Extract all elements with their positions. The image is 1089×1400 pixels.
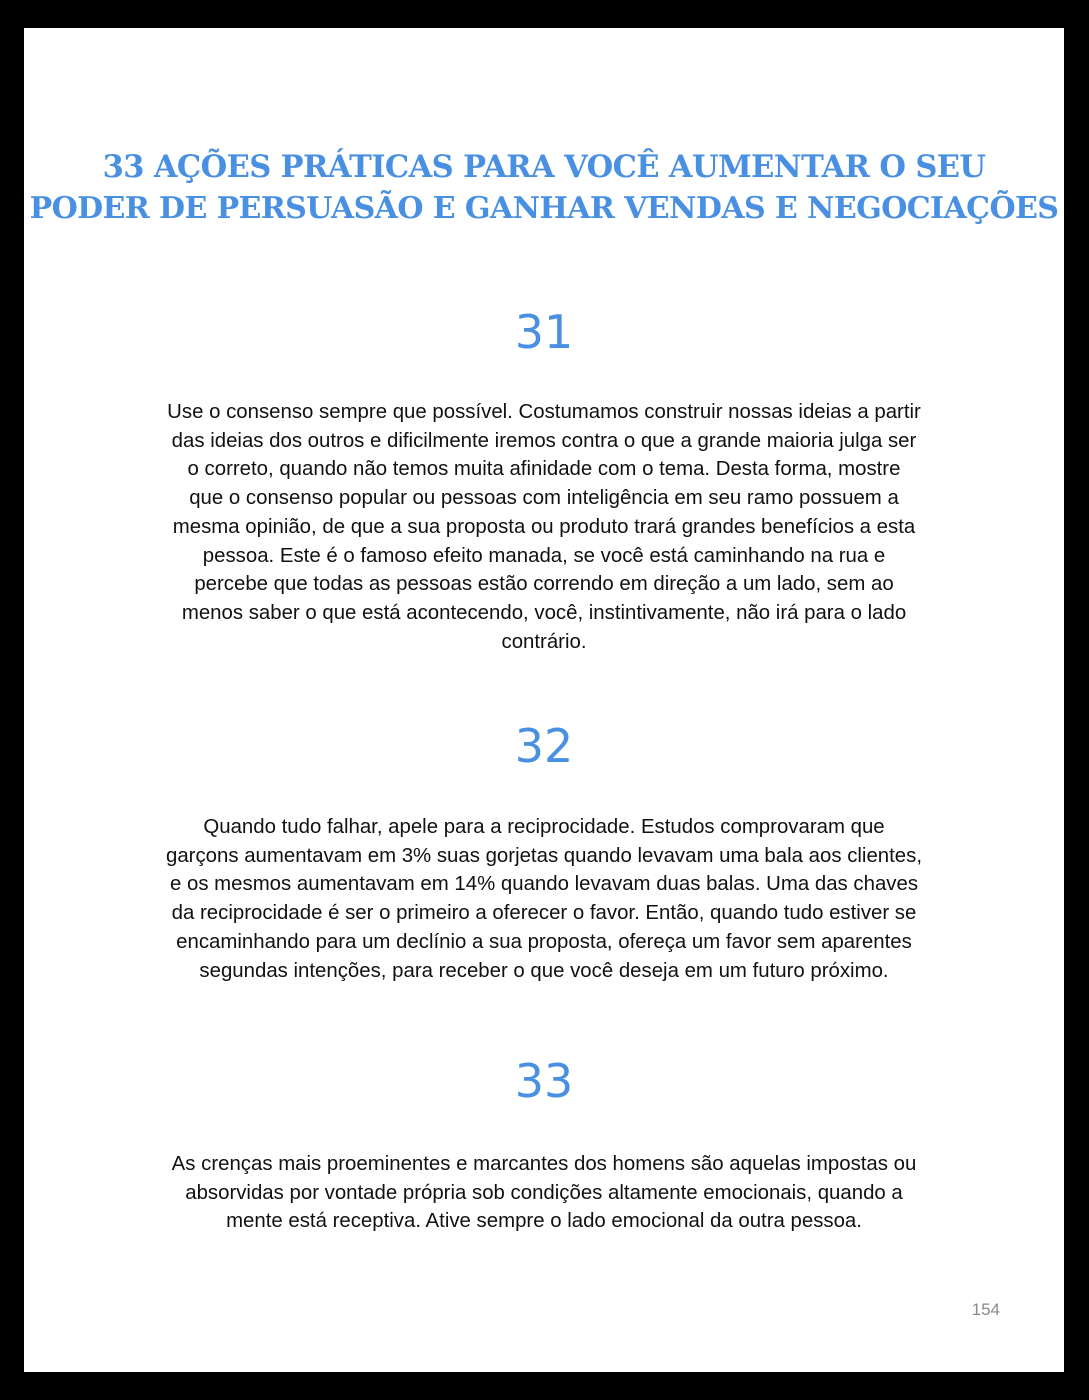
- section-paragraph: [134, 813, 954, 985]
- page: [24, 28, 1064, 1372]
- title-line: 33 AÇÕES PRÁTICAS PARA VOCÊ AUMENTAR O SEU: [102, 149, 986, 185]
- paragraph-line: pessoa. Este é o famoso efeito manada, se você está caminhando na rua e: [202, 544, 886, 567]
- paragraph-line: As crenças mais proeminentes e marcantes dos homens são aquelas impostas ou: [171, 1153, 917, 1175]
- paragraph-line: absorvidas por vontade própria sob condições altamente emocionais, quando a: [185, 1181, 903, 1204]
- paragraph-line: menos saber o que está acontecendo, você, instintivamente, não irá para o lado: [181, 601, 907, 624]
- paragraph-line: mente está receptiva. Ative sempre o lado emocional da outra pessoa.: [226, 1210, 862, 1233]
- paragraph-line: o correto, quando não temos muita afinidade com o tema. Desta forma, mostre: [187, 458, 901, 481]
- paragraph-line: mesma opinião, de que a sua proposta ou produto trará grandes benefícios a esta: [172, 515, 916, 538]
- paragraph-line: encaminhando para um declínio a sua proposta, ofereça um favor sem aparentes: [176, 930, 912, 953]
- page-number: 154: [971, 1300, 1000, 1319]
- page-title: [24, 146, 1064, 230]
- paragraph-line: segundas intenções, para receber o que você deseja em um futuro próximo.: [199, 959, 889, 982]
- paragraph-line: da reciprocidade é ser o primeiro a oferecer o favor. Então, quando tudo estiver se: [171, 902, 917, 925]
- paragraph-line: contrário.: [501, 630, 587, 653]
- section-number: 31: [514, 305, 574, 359]
- paragraph-line: Use o consenso sempre que possível. Costumamos construir nossas ideias a partir: [167, 401, 921, 423]
- title-line: PODER DE PERSUASÃO E GANHAR VENDAS E NEGOCIAÇÕES: [29, 191, 1059, 226]
- section-number: 32: [514, 719, 574, 773]
- paragraph-line: que o consenso popular ou pessoas com inteligência em seu ramo possuem a: [189, 487, 899, 510]
- section-paragraph: [134, 398, 954, 656]
- section-paragraph: [134, 1150, 954, 1236]
- paragraph-line: e os mesmos aumentavam em 14% quando levavam duas balas. Uma das chaves: [169, 873, 919, 896]
- paragraph-line: garçons aumentavam em 3% suas gorjetas quando levavam uma bala aos clientes,: [165, 844, 922, 867]
- paragraph-line: Quando tudo falhar, apele para a reciprocidade. Estudos comprovaram que: [203, 816, 885, 838]
- paragraph-line: das ideias dos outros e dificilmente iremos contra o que a grande maioria julga ser: [171, 429, 917, 452]
- paragraph-line: percebe que todas as pessoas estão correndo em direção a um lado, sem ao: [194, 573, 894, 596]
- section-number: 33: [514, 1054, 574, 1108]
